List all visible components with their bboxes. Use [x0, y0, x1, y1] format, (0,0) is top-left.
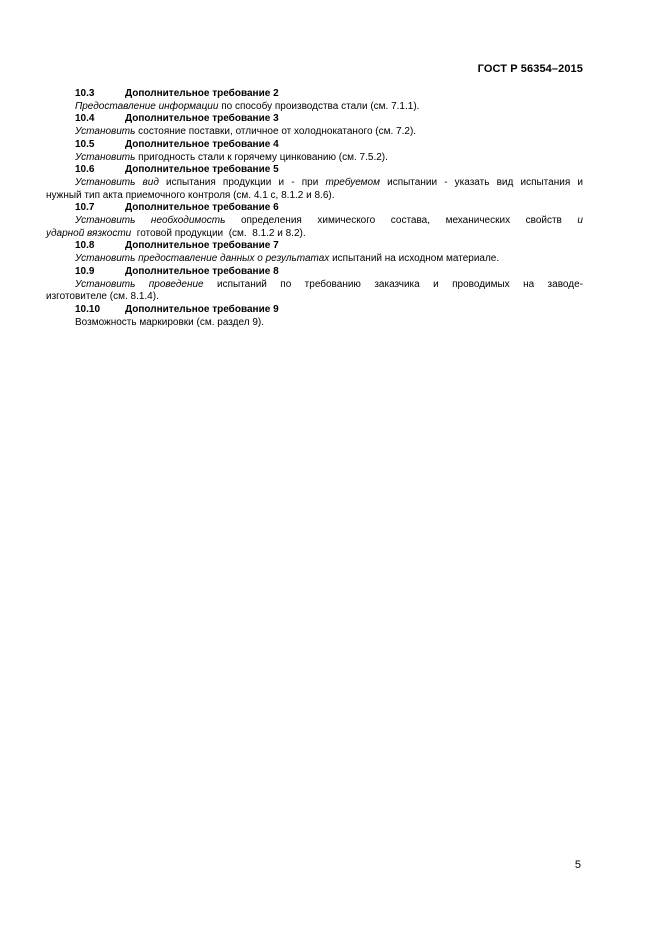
section-heading — [75, 164, 583, 177]
body-text: испытаний на исходном материале. — [329, 253, 500, 265]
section-heading — [75, 88, 583, 101]
section-title: Дополнительное требование 4 — [125, 138, 279, 150]
body-text: готовой продукции (см. 8.1.2 и 8.2). — [131, 227, 306, 239]
section-heading — [75, 202, 583, 215]
body-line — [75, 152, 583, 165]
emphasis-text: и — [577, 215, 583, 227]
section-heading — [75, 266, 583, 279]
emphasis-text: ударной вязкости — [46, 227, 132, 239]
section-title: Дополнительное требование 2 — [125, 88, 279, 99]
body-line — [46, 291, 583, 304]
body-line — [46, 190, 583, 203]
section-10-8 — [75, 240, 583, 265]
section-title: Дополнительное требование 9 — [125, 303, 279, 315]
emphasis-text: Предоставление информации — [75, 100, 219, 112]
section-10-9 — [46, 265, 583, 304]
emphasis-text: требуемом — [325, 176, 380, 188]
body-text: нужный тип акта приемочного контроля (см. 4.1 с, 8.1.2 и 8.6). — [46, 189, 335, 201]
body-line — [75, 279, 583, 292]
section-number: 10.10 — [75, 303, 101, 315]
emphasis-text: Установить — [75, 151, 136, 163]
body-text: по способу производства стали (см. 7.1.1). — [218, 100, 420, 112]
body-line — [75, 253, 583, 266]
emphasis-text: Установить — [75, 126, 136, 138]
section-10-10 — [75, 304, 583, 329]
section-heading — [75, 139, 583, 152]
emphasis-text: Установить вид — [75, 176, 159, 188]
body-text: Возможность маркировки (см. раздел 9). — [75, 316, 264, 328]
section-number: 10.3 — [75, 88, 95, 99]
page-number: 5 — [574, 859, 581, 871]
section-10-7 — [46, 202, 583, 240]
section-heading — [75, 304, 583, 317]
body-line — [75, 215, 583, 228]
section-10-4 — [75, 113, 583, 138]
document-body — [46, 88, 583, 329]
body-line — [75, 317, 583, 330]
section-title: Дополнительное требование 7 — [125, 240, 279, 252]
body-line — [75, 101, 583, 114]
section-title: Дополнительное требование 6 — [125, 202, 279, 214]
body-text: пригодность стали к горячему цинкованию (см. 7.5.2). — [135, 151, 388, 163]
section-number: 10.6 — [75, 164, 95, 176]
body-text: испытании - указать вид испытания и — [379, 176, 583, 188]
body-text: испытания продукции и - при — [158, 176, 326, 188]
emphasis-text: Установить предоставление данных о результатах — [75, 253, 330, 265]
section-title: Дополнительное требование 3 — [125, 113, 279, 125]
document-code: ГОСТ Р 56354–2015 — [477, 63, 583, 75]
body-text: испытаний по требованию заказчика и проводимых на заводе- — [203, 278, 583, 290]
section-heading — [75, 113, 583, 126]
section-10-6 — [46, 164, 583, 202]
section-number: 10.4 — [75, 113, 95, 125]
body-text: определения химического состава, механических свойств — [225, 215, 578, 227]
body-text: состояние поставки, отличное от холоднокатаного (см. 7.2). — [135, 126, 417, 138]
section-title: Дополнительное требование 8 — [125, 265, 279, 277]
emphasis-text: Установить проведение — [75, 278, 204, 290]
section-10-3 — [75, 88, 583, 113]
body-line — [46, 228, 583, 241]
section-number: 10.9 — [75, 265, 95, 277]
section-10-5 — [75, 139, 583, 164]
section-number: 10.8 — [75, 240, 95, 252]
emphasis-text: Установить необходимость — [75, 215, 226, 227]
body-text: изготовителе (см. 8.1.4). — [46, 291, 159, 303]
section-number: 10.7 — [75, 202, 95, 214]
section-number: 10.5 — [75, 138, 95, 150]
section-title: Дополнительное требование 5 — [125, 164, 279, 176]
body-line — [75, 126, 583, 139]
section-heading — [75, 240, 583, 253]
body-line — [75, 177, 583, 190]
